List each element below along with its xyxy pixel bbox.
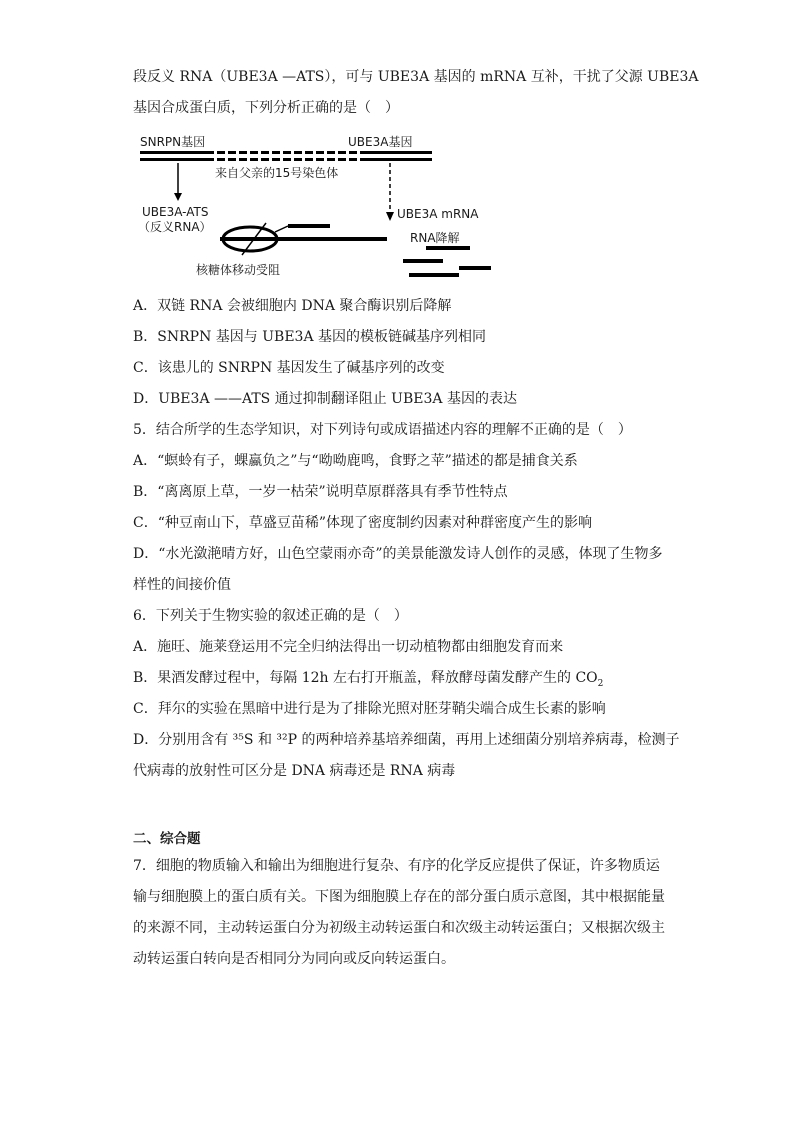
q5-option-b: B．“离离原上草，一岁一枯荣”说明草原群落具有季节性特点 <box>133 484 508 500</box>
antisense-rna-label: UBE3A-ATS <box>142 205 209 219</box>
snrpn-gene-label: SNRPN基因 <box>140 135 206 149</box>
ube3a-arrow-head <box>386 212 394 221</box>
q5-option-d-cont: 样性的间接价值 <box>133 577 231 593</box>
ube3a-gene-bar-bottom <box>364 158 432 161</box>
q7-line-1: 7．细胞的物质输入和输出为细胞进行复杂、有序的化学反应提供了保证，许多物质运 <box>133 858 660 874</box>
co2-subscript: 2 <box>597 678 604 689</box>
q6-option-a: A．施旺、施莱登运用不完全归纳法得出一切动植物都由细胞发育而来 <box>133 639 564 655</box>
rna-fragment-2 <box>403 259 443 263</box>
q5-option-d: D．“水光潋滟晴方好，山色空蒙雨亦奇”的美景能激发诗人创作的灵感，体现了生物多 <box>133 546 663 562</box>
q5-option-c: C．“种豆南山下，草盛豆苗稀”体现了密度制约因素对种群密度产生的影响 <box>133 515 593 531</box>
rna-degradation-label: RNA降解 <box>410 231 460 245</box>
snrpn-gene-bar-top <box>140 151 206 154</box>
antisense-rna-sublabel: （反义RNA） <box>138 220 212 234</box>
ribosome-blocked-label: 核糖体移动受阻 <box>196 263 281 277</box>
ube3a-gene-label: UBE3A基因 <box>348 135 413 149</box>
q7-line-2: 输与细胞膜上的蛋白质有关。下图为细胞膜上存在的部分蛋白质示意图，其中根据能量 <box>133 889 665 905</box>
snrpn-gene-bar-bottom <box>140 158 206 161</box>
q6-stem: 6．下列关于生物实验的叙述正确的是（ ） <box>133 608 408 624</box>
section-heading: 二、综合题 <box>133 831 201 847</box>
q6-option-d: D．分别用含有 ³⁵S 和 ³²P 的两种培养基培养细菌，再用上述细菌分别培养病毒，检测子 <box>133 732 680 748</box>
antisense-strand <box>288 224 330 228</box>
q6-option-c: C．拜尔的实验在黑暗中进行是为了排除光照对胚芽鞘尖端合成生长素的影响 <box>133 701 606 717</box>
snrpn-arrow-head <box>174 193 182 201</box>
rna-fragment-1 <box>426 246 470 250</box>
chromosome-label: 来自父亲的15号染色体 <box>215 166 339 180</box>
q6-option-b <box>133 668 603 694</box>
q7-line-3: 的来源不同，主动转运蛋白分为初级主动转运蛋白和次级主动转运蛋白；又根据次级主 <box>133 920 665 936</box>
q7-line-4: 动转运蛋白转向是否相同分为同向或反向转运蛋白。 <box>133 951 455 967</box>
intro-line-2: 基因合成蛋白质，下列分析正确的是（ ） <box>133 100 399 116</box>
diagram-graphics <box>0 0 794 300</box>
q5-option-a: A．“螟蛉有子，蜾蠃负之”与“呦呦鹿鸣，食野之苹”描述的都是捕食关系 <box>133 453 578 469</box>
intro-line-1: 段反义 RNA（UBE3A —ATS），可与 UBE3A 基因的 mRNA 互补，干扰了父源 UBE3A <box>133 69 699 85</box>
q6-option-d-cont: 代病毒的放射性可区分是 DNA 病毒还是 RNA 病毒 <box>133 763 456 779</box>
q4-option-a: A．双链 RNA 会被细胞内 DNA 聚合酶识别后降解 <box>133 298 452 314</box>
antisense-link <box>275 226 288 232</box>
rna-fragment-3 <box>459 266 491 270</box>
ube3a-gene-bar-top <box>364 151 432 154</box>
ube3a-mrna-label: UBE3A mRNA <box>397 207 479 221</box>
q4-option-d: D．UBE3A ——ATS 通过抑制翻译阻止 UBE3A 基因的表达 <box>133 391 517 407</box>
rna-fragment-4 <box>409 273 459 277</box>
q5-stem: 5．结合所学的生态学知识，对下列诗句或成语描述内容的理解不正确的是（ ） <box>133 422 632 438</box>
q4-option-c: C．该患儿的 SNRPN 基因发生了碱基序列的改变 <box>133 360 445 376</box>
q6-option-b-text: B．果酒发酵过程中，每隔 12h 左右打开瓶盖，释放酵母菌发酵产生的 CO <box>133 670 598 686</box>
q4-option-b: B．SNRPN 基因与 UBE3A 基因的模板链碱基序列相同 <box>133 329 487 345</box>
mrna-strand <box>220 237 387 241</box>
